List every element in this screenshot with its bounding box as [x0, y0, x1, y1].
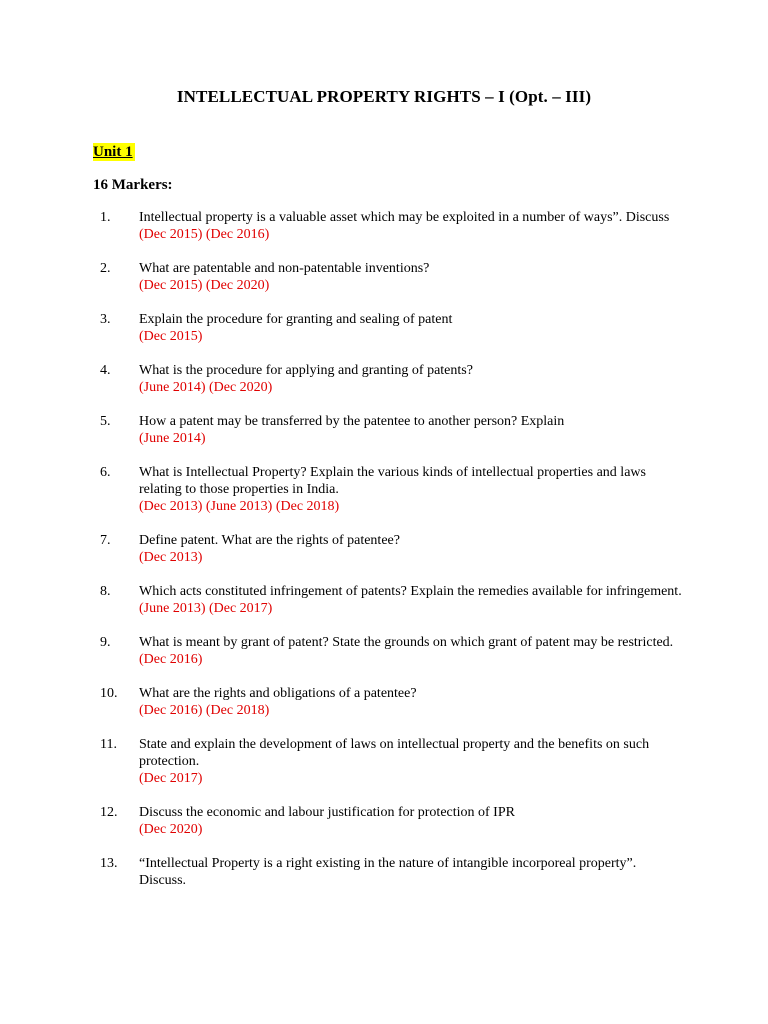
question-item: [0, 736, 768, 787]
question-text: What are patentable and non-patentable inventions?: [139, 261, 430, 276]
question-item: [0, 311, 768, 345]
question-item: [0, 260, 768, 294]
exam-dates: (June 2014): [139, 431, 206, 446]
question-item: [0, 464, 768, 515]
unit-heading: Unit 1: [93, 144, 133, 160]
question-number: 9.: [100, 635, 111, 650]
question-item: [0, 804, 768, 838]
question-text: What are the rights and obligations of a patentee?: [139, 686, 417, 701]
question-text: “Intellectual Property is a right existing in the nature of intangible incorporeal property”. Discuss.: [139, 856, 637, 888]
question-text: What is Intellectual Property? Explain the various kinds of intellectual properties and laws relating to those properties in India.: [139, 465, 646, 497]
question-text: What is the procedure for applying and granting of patents?: [139, 363, 473, 378]
question-text: Intellectual property is a valuable asset which may be exploited in a number of ways”. Discuss: [139, 210, 670, 225]
question-item: [0, 209, 768, 243]
question-text: Explain the procedure for granting and sealing of patent: [139, 312, 453, 327]
question-number: 2.: [100, 261, 111, 276]
question-number: 10.: [100, 686, 118, 701]
markers-heading: 16 Markers:: [93, 177, 173, 193]
question-text: Which acts constituted infringement of patents? Explain the remedies available for infringement.: [139, 584, 682, 599]
question-text: How a patent may be transferred by the patentee to another person? Explain: [139, 414, 565, 429]
exam-dates: (Dec 2015) (Dec 2016): [139, 227, 270, 242]
exam-dates: (Dec 2016): [139, 652, 203, 667]
exam-dates: (Dec 2020): [139, 822, 203, 837]
question-number: 5.: [100, 414, 111, 429]
question-number: 4.: [100, 363, 111, 378]
question-item: [0, 413, 768, 447]
question-item: [0, 362, 768, 396]
exam-dates: (Dec 2015): [139, 329, 203, 344]
exam-dates: (Dec 2013): [139, 550, 203, 565]
question-number: 11.: [100, 737, 117, 752]
question-number: 1.: [100, 210, 111, 225]
question-number: 13.: [100, 856, 118, 871]
exam-dates: (Dec 2015) (Dec 2020): [139, 278, 270, 293]
exam-dates: (Dec 2016) (Dec 2018): [139, 703, 270, 718]
question-text: Define patent. What are the rights of patentee?: [139, 533, 400, 548]
question-number: 3.: [100, 312, 111, 327]
question-item: [0, 685, 768, 719]
question-item: [0, 855, 768, 889]
exam-dates: (Dec 2013) (June 2013) (Dec 2018): [139, 499, 340, 514]
question-text: Discuss the economic and labour justification for protection of IPR: [139, 805, 515, 820]
question-number: 8.: [100, 584, 111, 599]
document-title: INTELLECTUAL PROPERTY RIGHTS – I (Opt. – III): [176, 87, 592, 106]
question-text: What is meant by grant of patent? State the grounds on which grant of patent may be restricted.: [139, 635, 674, 650]
question-number: 6.: [100, 465, 111, 480]
question-number: 7.: [100, 533, 111, 548]
exam-dates: (June 2013) (Dec 2017): [139, 601, 273, 616]
exam-dates: (Dec 2017): [139, 771, 203, 786]
question-number: 12.: [100, 805, 118, 820]
question-item: [0, 532, 768, 566]
question-text: State and explain the development of laws on intellectual property and the benefits on such protection.: [139, 737, 650, 769]
question-item: [0, 634, 768, 668]
question-list: [0, 209, 768, 906]
exam-dates: (June 2014) (Dec 2020): [139, 380, 273, 395]
question-item: [0, 583, 768, 617]
